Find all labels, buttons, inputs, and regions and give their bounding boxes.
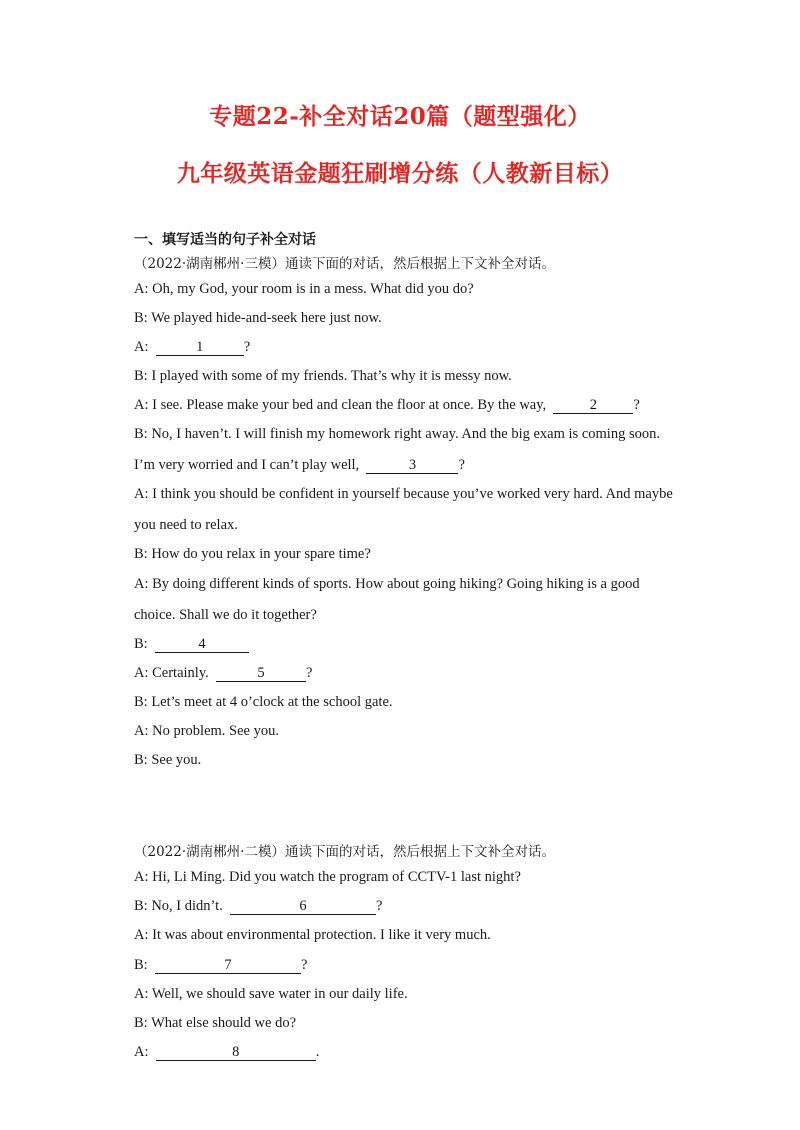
answer-blank-2[interactable]: 2 <box>553 398 633 414</box>
line-prefix: A: <box>134 339 149 355</box>
section-heading: 一、填写适当的句子补全对话 <box>134 232 316 248</box>
answer-blank-8[interactable]: 8 <box>156 1045 316 1061</box>
document-title: 专题22-补全对话20篇（题型强化） <box>209 103 591 130</box>
line-prefix: A: <box>134 1044 149 1060</box>
dialogue-line: A: By doing different kinds of sports. How about going hiking? Going hiking is a good <box>134 576 640 592</box>
dialogue-line: B: Let’s meet at 4 o’clock at the school gate. <box>134 694 393 710</box>
dialogue-line-with-blank <box>134 665 312 682</box>
dialogue-line: B: We played hide-and-seek here just now. <box>134 310 382 326</box>
passage2-source: （2022·湖南郴州·二模）通读下面的对话，然后根据上下文补全对话。 <box>134 844 555 860</box>
passage1-source: （2022·湖南郴州·三模）通读下面的对话，然后根据上下文补全对话。 <box>134 256 555 272</box>
line-suffix: ? <box>243 339 251 355</box>
dialogue-line-with-blank <box>134 457 465 474</box>
line-suffix: ? <box>306 665 313 681</box>
document-subtitle: 九年级英语金题狂刷增分练（人教新目标） <box>176 160 624 187</box>
dialogue-line: you need to relax. <box>134 517 238 533</box>
dialogue-line-with-blank <box>134 339 250 356</box>
dialogue-line-with-blank <box>134 397 640 414</box>
line-prefix: I’m very worried and I can’t play well, <box>134 457 360 473</box>
dialogue-line: choice. Shall we do it together? <box>134 607 317 623</box>
dialogue-line: B: How do you relax in your spare time? <box>134 546 371 562</box>
answer-blank-4[interactable]: 4 <box>155 637 249 653</box>
line-prefix: B: No, I didn’t. <box>134 898 223 914</box>
answer-blank-7[interactable]: 7 <box>155 958 301 974</box>
dialogue-line: A: Oh, my God, your room is in a mess. What did you do? <box>134 281 474 297</box>
dialogue-line: A: Hi, Li Ming. Did you watch the program of CCTV-1 last night? <box>134 869 521 885</box>
dialogue-line: B: I played with some of my friends. That’s why it is messy now. <box>134 368 512 384</box>
dialogue-line-with-blank <box>134 1044 319 1061</box>
dialogue-line: B: What else should we do? <box>134 1015 297 1031</box>
dialogue-line-with-blank <box>134 957 307 974</box>
answer-blank-3[interactable]: 3 <box>366 458 458 474</box>
line-suffix: ? <box>458 457 465 473</box>
line-suffix: . <box>315 1044 320 1060</box>
line-suffix: ? <box>376 898 383 914</box>
dialogue-line: B: No, I haven’t. I will finish my homework right away. And the big exam is coming soon. <box>134 426 660 442</box>
line-prefix: A: Certainly. <box>134 665 209 681</box>
dialogue-line: A: I think you should be confident in yourself because you’ve worked very hard. And maybe <box>134 486 673 502</box>
dialogue-line: A: Well, we should save water in our daily life. <box>134 986 408 1002</box>
line-suffix: ? <box>633 397 640 413</box>
line-prefix: B: <box>134 636 148 652</box>
dialogue-line-with-blank <box>134 898 382 915</box>
line-suffix: ? <box>300 957 308 973</box>
line-prefix: B: <box>134 957 148 973</box>
dialogue-line: A: It was about environmental protection. I like it very much. <box>134 927 491 943</box>
dialogue-line: B: See you. <box>134 752 202 768</box>
answer-blank-5[interactable]: 5 <box>216 666 306 682</box>
line-prefix: A: I see. Please make your bed and clean the floor at once. By the way, <box>134 397 547 413</box>
answer-blank-1[interactable]: 1 <box>156 340 244 356</box>
dialogue-line-with-blank <box>134 636 249 653</box>
answer-blank-6[interactable]: 6 <box>230 899 376 915</box>
dialogue-line: A: No problem. See you. <box>134 723 279 739</box>
